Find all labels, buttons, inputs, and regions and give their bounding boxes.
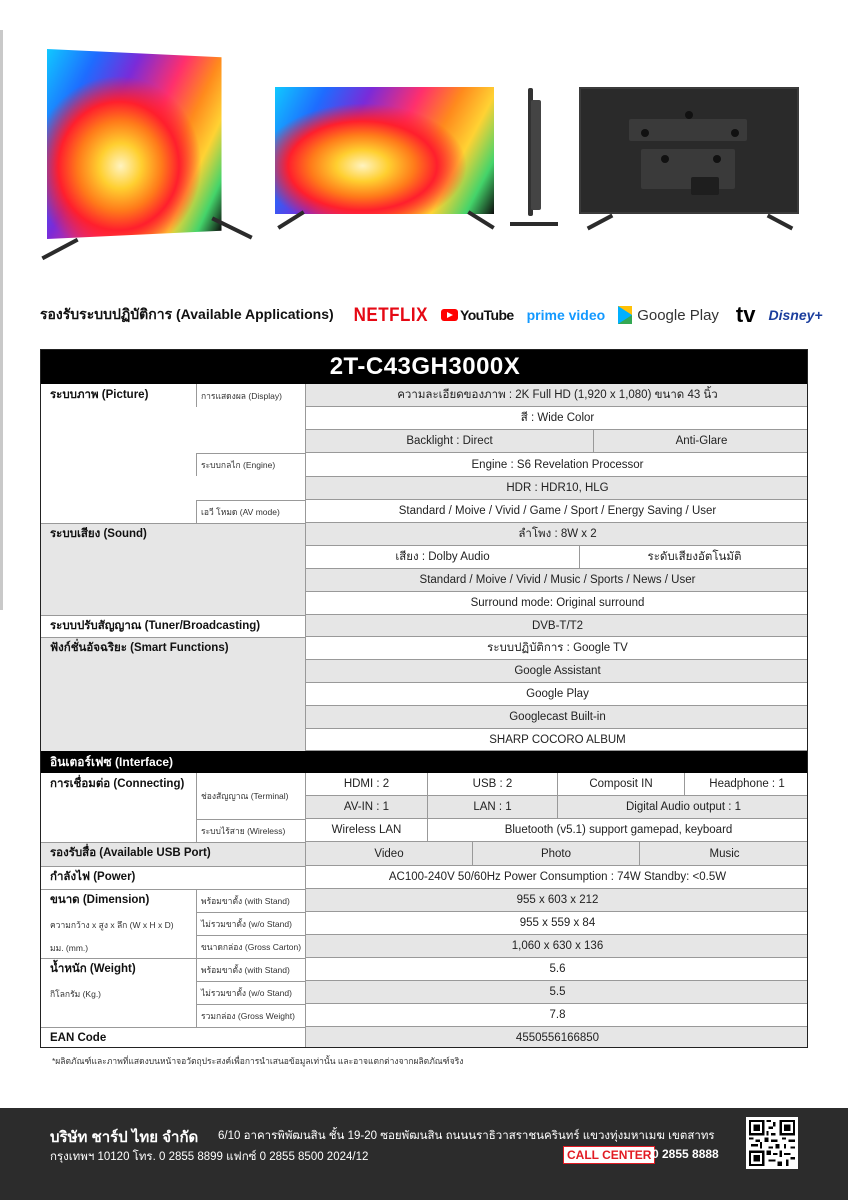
ean-label: EAN Code — [50, 1032, 107, 1044]
sound-modes-value: Standard / Moive / Vivid / Music / Sports / News / User — [305, 569, 808, 592]
interface-header: อินเตอร์เฟซ (Interface) — [41, 751, 808, 773]
lan-value: LAN : 1 — [427, 796, 557, 819]
usb-music-value: Music — [639, 842, 808, 866]
power-label: กำลังไฟ (Power) — [50, 871, 136, 883]
speaker-value: ลำโพง : 8W x 2 — [305, 523, 808, 546]
display-label: การแสดงผล (Display) — [196, 384, 305, 407]
dimension-with-stand-value: 955 x 603 x 212 — [305, 889, 808, 912]
available-applications-label: รองรับระบบปฏิบัติการ (Available Applications) — [40, 306, 334, 322]
weight-gross-label: รวมกล่อง (Gross Weight) — [196, 1004, 305, 1027]
headphone-value: Headphone : 1 — [684, 773, 808, 796]
dimension-label: ขนาด (Dimension) — [50, 894, 150, 906]
smart-functions-label: ฟังก์ชั่นอัจฉริยะ (Smart Functions) — [41, 637, 305, 751]
weight-with-stand-value: 5.6 — [305, 958, 808, 981]
ean-value: 4550556166850 — [305, 1027, 808, 1048]
smart-cocoro-value: SHARP COCORO ALBUM — [305, 729, 808, 751]
dolby-audio-value: เสียง : Dolby Audio — [305, 546, 579, 569]
smart-google-play-value: Google Play — [305, 683, 808, 706]
call-center-number[interactable]: 0 2855 8888 — [652, 1147, 719, 1161]
av-in-value: AV-IN : 1 — [305, 796, 427, 819]
digital-audio-value: Digital Audio output : 1 — [557, 796, 808, 819]
auto-volume-value: ระดับเสียงอัตโนมัติ — [579, 546, 808, 569]
dimension-carton-value: 1,060 x 630 x 136 — [305, 935, 808, 958]
netflix-logo: NETFLIX — [353, 303, 428, 326]
engine-value: Engine : S6 Revelation Processor — [305, 453, 808, 477]
picture-label: ระบบภาพ (Picture) — [50, 389, 149, 401]
model-title: 2T-C43GH3000X — [41, 350, 808, 384]
apple-tv-logo: tv — [735, 302, 756, 327]
bluetooth-value: Bluetooth (v5.1) support gamepad, keyboard — [427, 819, 808, 842]
dimension-sub-label: ความกว้าง x สูง x ลึก (W x H x D) — [50, 920, 174, 930]
tuner-value: DVB-T/T2 — [305, 615, 808, 637]
weight-with-stand-label: พร้อมขาตั้ง (with Stand) — [196, 958, 305, 981]
av-modes-value: Standard / Moive / Vivid / Game / Sport / Energy Saving / User — [305, 500, 808, 523]
dimension-without-stand-label: ไม่รวมขาตั้ง (w/o Stand) — [196, 912, 305, 935]
usb-port-label: รองรับสื่อ (Available USB Port) — [41, 842, 305, 866]
terminal-label: ช่องสัญญาณ (Terminal) — [196, 773, 305, 819]
smart-assistant-value: Google Assistant — [305, 660, 808, 683]
google-play-icon — [618, 306, 632, 324]
company-name: บริษัท ชาร์ป ไทย จำกัด — [50, 1129, 199, 1146]
weight-gross-value: 7.8 — [305, 1004, 808, 1027]
connecting-label: การเชื่อมต่อ (Connecting) — [50, 778, 185, 790]
spec-table — [40, 349, 808, 1048]
resolution-value: ความละเอียดของภาพ : 2K Full HD (1,920 x 1,080) ขนาด 43 นิ้ว — [305, 384, 808, 407]
disney-plus-logo: Disney+ — [768, 307, 823, 323]
surround-value: Surround mode: Original surround — [305, 592, 808, 615]
call-center-badge: CALL CENTER — [563, 1146, 655, 1164]
av-mode-label: เอวี โหมด (AV mode) — [196, 500, 305, 523]
company-address: 6/10 อาคารพิพัฒนสิน ชั้น 19-20 ซอยพัฒนสิน ถนนนราธิวาสราชนครินทร์ แขวงทุ่งมหาเมฆ เขตสาทร — [218, 1130, 715, 1142]
wireless-label: ระบบไร้สาย (Wireless) — [196, 819, 305, 842]
footer — [0, 1108, 848, 1200]
anti-glare-value: Anti-Glare — [593, 430, 808, 453]
qr-code-icon[interactable] — [746, 1117, 798, 1169]
dimension-unit-label: มม. (mm.) — [50, 943, 89, 953]
wireless-lan-value: Wireless LAN — [305, 819, 427, 842]
dimension-carton-label: ขนาดกล่อง (Gross Carton) — [196, 935, 305, 958]
weight-without-stand-value: 5.5 — [305, 981, 808, 1004]
google-play-logo: Google Play — [618, 306, 719, 324]
youtube-play-icon — [441, 309, 458, 321]
usb-photo-value: Photo — [472, 842, 639, 866]
smart-os-value: ระบบปฏิบัติการ : Google TV — [305, 637, 808, 660]
tuner-label: ระบบปรับสัญญาณ (Tuner/Broadcasting) — [50, 620, 261, 632]
engine-label: ระบบกลไก (Engine) — [196, 453, 305, 476]
weight-unit-label: กิโลกรัม (Kg.) — [50, 989, 102, 999]
usb-value: USB : 2 — [427, 773, 557, 796]
smart-googlecast-value: Googlecast Built-in — [305, 706, 808, 729]
company-contact: กรุงเทพฯ 10120 โทร. 0 2855 8899 แฟกซ์ 0 2855 8500 2024/12 — [50, 1151, 369, 1163]
power-value: AC100-240V 50/60Hz Power Consumption : 74W Standby: <0.5W — [305, 866, 808, 889]
hdr-value: HDR : HDR10, HLG — [305, 477, 808, 500]
available-applications-row — [40, 300, 823, 330]
prime-video-logo: prime video — [526, 307, 606, 323]
weight-without-stand-label: ไม่รวมขาตั้ง (w/o Stand) — [196, 981, 305, 1004]
dimension-with-stand-label: พร้อมขาตั้ง (with Stand) — [196, 889, 305, 912]
weight-label: น้ำหนัก (Weight) — [41, 958, 196, 981]
hdmi-value: HDMI : 2 — [305, 773, 427, 796]
page-edge-line — [0, 30, 3, 610]
color-value: สี : Wide Color — [305, 407, 808, 430]
youtube-logo: YouTube — [441, 307, 514, 323]
sound-label: ระบบเสียง (Sound) — [41, 523, 305, 615]
footnote: *ผลิตภัณฑ์และภาพที่แสดงบนหน้าจอวัตถุประสงค์เพื่อการนำเสนอข้อมูลเท่านั้น และอาจแตกต่างจากผลิตภัณฑ์จริง — [52, 1056, 464, 1066]
composit-value: Composit IN — [557, 773, 684, 796]
backlight-value: Backlight : Direct — [305, 430, 593, 453]
usb-video-value: Video — [305, 842, 472, 866]
dimension-without-stand-value: 955 x 559 x 84 — [305, 912, 808, 935]
